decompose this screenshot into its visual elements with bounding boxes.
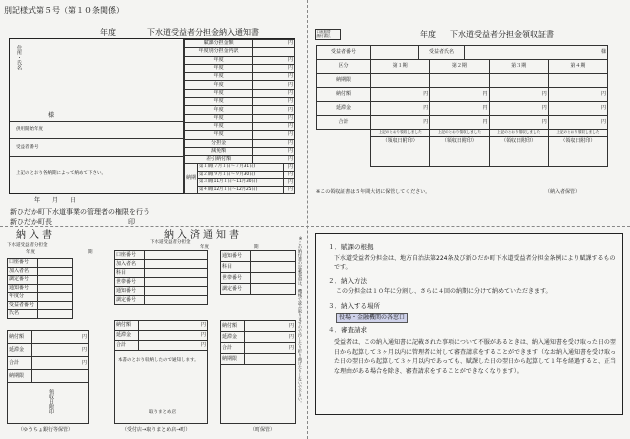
slip2-title: 納入済通知書 bbox=[164, 230, 242, 241]
small-box-1: 口座振替 bbox=[316, 29, 331, 34]
receipt-received-note: 上記のとおり領収しました bbox=[548, 130, 607, 137]
s2-title: ２．納入方法 bbox=[328, 277, 367, 285]
slip3-amount-label: 納期限 bbox=[221, 354, 245, 365]
slip1-category: 下水道受益者分担金 bbox=[7, 243, 48, 248]
receipt-sama: 様 bbox=[465, 46, 608, 60]
slip3-field-value bbox=[251, 251, 296, 262]
calc-row bbox=[185, 148, 295, 156]
receipt-cell: 円 bbox=[430, 116, 489, 130]
receipt-cell: 円 bbox=[371, 116, 430, 130]
slip1-field-label: 口座番号 bbox=[8, 259, 38, 268]
slip3-field-label: 通知番号 bbox=[221, 251, 251, 262]
slip1-term: 期 bbox=[88, 250, 93, 255]
fee-unit: 円 bbox=[253, 56, 295, 64]
slip3-field-row bbox=[221, 284, 296, 295]
notice-title-year: 年度 bbox=[100, 28, 116, 37]
receipt-row-label: 納付額 bbox=[317, 88, 371, 102]
calc-table bbox=[184, 139, 295, 164]
fee-row bbox=[185, 106, 295, 114]
slip2-field-value bbox=[145, 269, 208, 278]
vertical-cut-line bbox=[307, 0, 308, 439]
notice-left bbox=[10, 39, 184, 193]
calc-unit: 円 bbox=[253, 156, 295, 164]
slip2-field-label: 口座番号 bbox=[115, 251, 145, 260]
slip3-amount-unit: 円 bbox=[245, 343, 296, 354]
s1-body: 下水道受益者分担金は、地方自治法第224条及び新ひだか町下水道受益者分担金条例により賦課するものです。 bbox=[334, 255, 616, 271]
calc-label: 分担金 bbox=[185, 140, 253, 148]
receipt-received-mark: （領収日附印） bbox=[371, 137, 430, 167]
slip1-stamp-area bbox=[7, 382, 89, 424]
period-side-label: 納期 bbox=[185, 164, 198, 194]
fee-row bbox=[185, 131, 295, 139]
notice-note: 上記のとおり各納期によって納めて下さい。 bbox=[16, 171, 106, 176]
payer-no-label: 受益者番号 bbox=[16, 145, 39, 150]
slip1-field-label: 氏名 bbox=[8, 310, 38, 319]
receipt-row-label: 納期限 bbox=[317, 74, 371, 88]
s1-title: １．賦課の根拠 bbox=[328, 243, 374, 251]
slip1-amount-row bbox=[8, 331, 89, 344]
slip2-field-label: 加入者名 bbox=[115, 260, 145, 269]
receipt-cell bbox=[548, 74, 607, 88]
slip3-amounts bbox=[220, 320, 296, 365]
receipt-col-2: 第２期 bbox=[430, 60, 489, 74]
s3-title: ３．納入する場所 bbox=[328, 302, 380, 310]
receipt-cell: 円 bbox=[489, 88, 548, 102]
fee-unit: 円 bbox=[253, 89, 295, 97]
slip1-title: 納入書 bbox=[16, 230, 55, 241]
slip1-field-row bbox=[8, 276, 73, 285]
period-row bbox=[185, 186, 295, 194]
receipt-cell: 円 bbox=[489, 102, 548, 116]
slip2-field-row bbox=[115, 287, 208, 296]
fee-row bbox=[185, 73, 295, 81]
period-row bbox=[185, 171, 295, 179]
slip3-amount-label: 納付額 bbox=[221, 321, 245, 332]
period-unit: 円 bbox=[283, 186, 294, 194]
fee-row bbox=[185, 56, 295, 64]
slip1-field-value bbox=[38, 276, 73, 285]
slip3-field-value bbox=[251, 273, 296, 284]
slip2-amount-row bbox=[115, 321, 208, 331]
slip2-notice-area bbox=[114, 350, 208, 424]
horizontal-cut-line bbox=[0, 226, 630, 227]
s4-body: 受益者は、この納入通知書に記載された事項について不服があるときは、納入通知書を受け取った日の翌日から起算して３ヶ月以内に管理者に対して審査請求をすることができます（なお納入通知書を受け取った日の翌日から起算して３ヶ月以内であっても、賦課した日の翌日から起算して１年を経過すると、正当な理由がある場合を除き、審査請求をすることができなくなります）。 bbox=[334, 339, 617, 375]
slip2-field-row bbox=[115, 296, 208, 305]
slip1-field-row bbox=[8, 293, 73, 302]
fee-unit: 円 bbox=[253, 73, 295, 81]
s4-title: ４．審査請求 bbox=[328, 326, 367, 334]
receipt-col-1: 第１期 bbox=[371, 60, 430, 74]
slip1-amount-row bbox=[8, 370, 89, 383]
slip1-amount-label: 合計 bbox=[8, 357, 32, 370]
fee-label: 賦課分担金額 bbox=[185, 40, 253, 48]
notice-title: 下水道受益者分担金納入通知書 bbox=[147, 28, 259, 37]
slip1-field-row bbox=[8, 301, 73, 310]
slip1-fields bbox=[7, 258, 73, 319]
fee-unit: 円 bbox=[253, 131, 295, 139]
slip3-amount-row bbox=[221, 343, 296, 354]
slip2-amount-row bbox=[115, 341, 208, 351]
slip2-field-row bbox=[115, 251, 208, 260]
fee-row bbox=[185, 89, 295, 97]
slip2-field-value bbox=[145, 287, 208, 296]
slip2-field-label: 科目 bbox=[115, 269, 145, 278]
info-box bbox=[315, 233, 623, 415]
slip2-field-value bbox=[145, 251, 208, 260]
period-label: 第２期(９月１日～９月30日) bbox=[198, 171, 284, 179]
receipt-cell: 円 bbox=[489, 116, 548, 130]
mayor: 新ひだか町長 bbox=[10, 218, 52, 226]
slip2-field-row bbox=[115, 269, 208, 278]
slip1-field-row bbox=[8, 267, 73, 276]
slip3-field-row bbox=[221, 262, 296, 273]
receipt-cell: 円 bbox=[371, 88, 430, 102]
receipt-received-mark: （領収日附印） bbox=[548, 137, 607, 167]
side-note: ※この納付書の記載事項は、機械で読み取りますので汚したり折り曲げたりしないで下さい。 bbox=[298, 236, 303, 405]
receipt-title-year: 年度 bbox=[420, 30, 436, 39]
receipt-payer-name-label: 受益者氏名 bbox=[419, 46, 465, 60]
receipt-col-4: 第４期 bbox=[548, 60, 607, 74]
receipt-payer-no-label: 受益者番号 bbox=[317, 46, 371, 60]
fee-label: 年度 bbox=[185, 131, 253, 139]
slip2-amount-label: 納付額 bbox=[115, 321, 139, 331]
fee-label: 年度 bbox=[185, 106, 253, 114]
fee-label: 年度 bbox=[185, 114, 253, 122]
slip2-footer: （受付店→取りまとめ店→町） bbox=[122, 427, 191, 433]
slip2-amount-unit: 円 bbox=[139, 331, 208, 341]
slip3-fields bbox=[220, 250, 296, 295]
slip1-amount-row bbox=[8, 344, 89, 357]
slip2-field-row bbox=[115, 260, 208, 269]
slip1-field-row bbox=[8, 259, 73, 268]
authority: 新ひだか町下水道事業の管理者の権限を行う bbox=[10, 208, 150, 216]
receipt-row bbox=[317, 88, 608, 102]
receipt-cell: 円 bbox=[430, 88, 489, 102]
slip2-field-value bbox=[145, 296, 208, 305]
fee-table bbox=[184, 39, 295, 140]
fee-row bbox=[185, 40, 295, 48]
period-unit: 円 bbox=[283, 164, 294, 172]
receipt-row bbox=[317, 102, 608, 116]
slip2-field-label: 調定番号 bbox=[115, 296, 145, 305]
receipt-note-row bbox=[317, 130, 608, 137]
slip1-amount-label: 延滞金 bbox=[8, 344, 32, 357]
fee-label: 年度 bbox=[185, 81, 253, 89]
fee-unit: 円 bbox=[253, 98, 295, 106]
slip2-amounts bbox=[114, 320, 208, 351]
calc-row bbox=[185, 140, 295, 148]
receipt-received-mark: （領収日附印） bbox=[430, 137, 489, 167]
slip1-amount-unit: 円 bbox=[32, 331, 89, 344]
receipt-row bbox=[317, 116, 608, 130]
fee-unit: 円 bbox=[253, 64, 295, 72]
slip1-footer: （ゆうちょ銀行等保管） bbox=[18, 427, 74, 433]
slip3-footer: （町保管） bbox=[250, 427, 276, 433]
receipt-footer-left: ※この領収証書は５年間大切に保管してください。 bbox=[316, 189, 431, 195]
fee-unit: 円 bbox=[253, 81, 295, 89]
form-label: 別記様式第５号（第１０条関係） bbox=[4, 6, 124, 15]
slip2-field-value bbox=[145, 260, 208, 269]
s3-place: 役場・金融機関の各窓口 bbox=[336, 313, 408, 323]
slip1-field-label: 通知番号 bbox=[8, 284, 38, 293]
slip2-amount-row bbox=[115, 331, 208, 341]
receipt-cell: 円 bbox=[548, 102, 607, 116]
calc-label: 減免額 bbox=[185, 148, 253, 156]
slip1-amounts bbox=[7, 330, 89, 383]
calc-unit: 円 bbox=[253, 140, 295, 148]
slip3-field-label: 世帯番号 bbox=[221, 273, 251, 284]
notice-box bbox=[9, 38, 295, 194]
slip2-amount-label: 合計 bbox=[115, 341, 139, 351]
fee-label: 年度 bbox=[185, 73, 253, 81]
receipt-received-note: 上記のとおり領収しました bbox=[371, 130, 430, 137]
slip2-year: 年度 bbox=[200, 245, 209, 250]
slip3-amount-unit bbox=[245, 354, 296, 365]
slip3-field-value bbox=[251, 262, 296, 273]
slip1-field-value bbox=[38, 293, 73, 302]
calc-unit: 円 bbox=[253, 148, 295, 156]
slip1-amount-unit bbox=[32, 370, 89, 383]
receipt-cell: 円 bbox=[371, 102, 430, 116]
slip1-side-label: 領収日附印 bbox=[48, 389, 54, 414]
slip1-field-value bbox=[38, 301, 73, 310]
receipt-note-blank bbox=[317, 130, 371, 137]
slip3-amount-label: 延滞金 bbox=[221, 332, 245, 343]
slip3-field-row bbox=[221, 273, 296, 284]
slip1-amount-unit: 円 bbox=[32, 344, 89, 357]
slip2-term: 期 bbox=[254, 245, 259, 250]
receipt-mark-blank bbox=[317, 137, 371, 167]
slip3-field-label: 科目 bbox=[221, 262, 251, 273]
slip1-field-label: 加入者名 bbox=[8, 267, 38, 276]
receipt-received-mark: （領収日附印） bbox=[489, 137, 548, 167]
slip1-field-label: 調定番号 bbox=[8, 276, 38, 285]
slip1-year: 年度 bbox=[26, 250, 35, 255]
receipt-footer-right: （納入者保管） bbox=[545, 189, 581, 195]
slip1-amount-unit: 円 bbox=[32, 357, 89, 370]
notice-date: 年 月 日 bbox=[34, 197, 77, 204]
fee-unit: 円 bbox=[253, 122, 295, 130]
fee-label: 年度 bbox=[185, 89, 253, 97]
receipt-cell bbox=[489, 74, 548, 88]
slip2-field-row bbox=[115, 278, 208, 287]
office-label: 供用開始年度 bbox=[16, 127, 43, 132]
receipt-col-3: 第３期 bbox=[489, 60, 548, 74]
slip3-amount-label: 合計 bbox=[221, 343, 245, 354]
slip3-amount-row bbox=[221, 354, 296, 365]
receipt-cell: 円 bbox=[548, 116, 607, 130]
receipt-mark-row bbox=[317, 137, 608, 167]
slip1-field-value bbox=[38, 259, 73, 268]
slip2-handling: 取りまとめ店 bbox=[149, 410, 176, 415]
receipt-cell bbox=[430, 74, 489, 88]
fee-row bbox=[185, 122, 295, 130]
slip2-fields bbox=[114, 250, 208, 305]
period-row bbox=[185, 179, 295, 187]
receipt-row bbox=[317, 74, 608, 88]
fee-unit bbox=[253, 48, 295, 56]
receipt-cell: 円 bbox=[548, 88, 607, 102]
fee-label: 年度 bbox=[185, 98, 253, 106]
address-label: 住所・氏名 bbox=[16, 45, 22, 70]
slip2-field-value bbox=[145, 278, 208, 287]
receipt-row-label: 延滞金 bbox=[317, 102, 371, 116]
fee-unit: 円 bbox=[253, 106, 295, 114]
receipt-title: 下水道受益者分担金領収証書 bbox=[450, 30, 554, 39]
slip1-field-row bbox=[8, 284, 73, 293]
slip1-field-label: 受益者番号 bbox=[8, 301, 38, 310]
slip3-amount-unit: 円 bbox=[245, 332, 296, 343]
fee-row bbox=[185, 114, 295, 122]
slip1-field-row bbox=[8, 310, 73, 319]
slip3-field-value bbox=[251, 284, 296, 295]
slip2-field-label: 通知番号 bbox=[115, 287, 145, 296]
receipt-table bbox=[316, 45, 608, 60]
receipt-header-row bbox=[317, 60, 608, 74]
slip1-field-value bbox=[38, 267, 73, 276]
slip1-field-label: 年度分 bbox=[8, 293, 38, 302]
slip2-amount-label: 延滞金 bbox=[115, 331, 139, 341]
period-row bbox=[185, 164, 295, 172]
fee-row bbox=[185, 64, 295, 72]
receipt-row-label: 合計 bbox=[317, 116, 371, 130]
receipt-cell: 円 bbox=[430, 102, 489, 116]
s2-body: この分担金は１０年に分割し、さらに４回の納期に分けて納めていただきます。 bbox=[336, 288, 552, 295]
receipt-received-note: 上記のとおり領収しました bbox=[430, 130, 489, 137]
slip3-stamp-area bbox=[220, 364, 296, 424]
receipt-cell bbox=[371, 74, 430, 88]
period-label: 第４期(12月１日～12月25日) bbox=[198, 186, 284, 194]
slip1-field-value bbox=[38, 284, 73, 293]
slip3-amount-row bbox=[221, 321, 296, 332]
fee-unit: 円 bbox=[253, 40, 295, 48]
slip1-amount-label: 納付額 bbox=[8, 331, 32, 344]
calc-label: 差引納付額 bbox=[185, 156, 253, 164]
slip3-amount-unit: 円 bbox=[245, 321, 296, 332]
fee-label: 年度 bbox=[185, 64, 253, 72]
sama-label: 様 bbox=[48, 112, 55, 119]
receipt-received-note: 上記のとおり領収しました bbox=[489, 130, 548, 137]
small-box-2: 納付書払 bbox=[316, 34, 331, 38]
slip3-amount-row bbox=[221, 332, 296, 343]
fee-unit: 円 bbox=[253, 114, 295, 122]
slip2-amount-unit: 円 bbox=[139, 341, 208, 351]
slip2-category: 下水道受益者分担金 bbox=[150, 240, 191, 245]
slip1-amount-label: 納期限 bbox=[8, 370, 32, 383]
fee-row bbox=[185, 48, 295, 56]
slip2-notice-text: 本書のとおり収納したので通知します。 bbox=[118, 358, 199, 363]
slip1-field-value bbox=[38, 310, 73, 319]
fee-label: 年度 bbox=[185, 56, 253, 64]
receipt-col-0: 区分 bbox=[317, 60, 371, 74]
slip3-field-label: 調定番号 bbox=[221, 284, 251, 295]
slip2-amount-unit: 円 bbox=[139, 321, 208, 331]
period-table bbox=[184, 163, 295, 194]
slip2-field-label: 世帯番号 bbox=[115, 278, 145, 287]
fee-row bbox=[185, 98, 295, 106]
period-label: 第１期(７月１日～７月31日) bbox=[198, 164, 284, 172]
period-unit: 円 bbox=[283, 179, 294, 187]
seal: 印 bbox=[128, 218, 135, 226]
fee-label: 年度別分担金内訳 bbox=[185, 48, 253, 56]
slip1-amount-row bbox=[8, 357, 89, 370]
slip3-field-row bbox=[221, 251, 296, 262]
fee-row bbox=[185, 81, 295, 89]
fee-label: 年度 bbox=[185, 122, 253, 130]
period-label: 第３期(11月１日～11月30日) bbox=[198, 179, 284, 187]
receipt-small-box bbox=[315, 29, 341, 40]
receipt-grid bbox=[316, 59, 608, 167]
period-unit: 円 bbox=[283, 171, 294, 179]
